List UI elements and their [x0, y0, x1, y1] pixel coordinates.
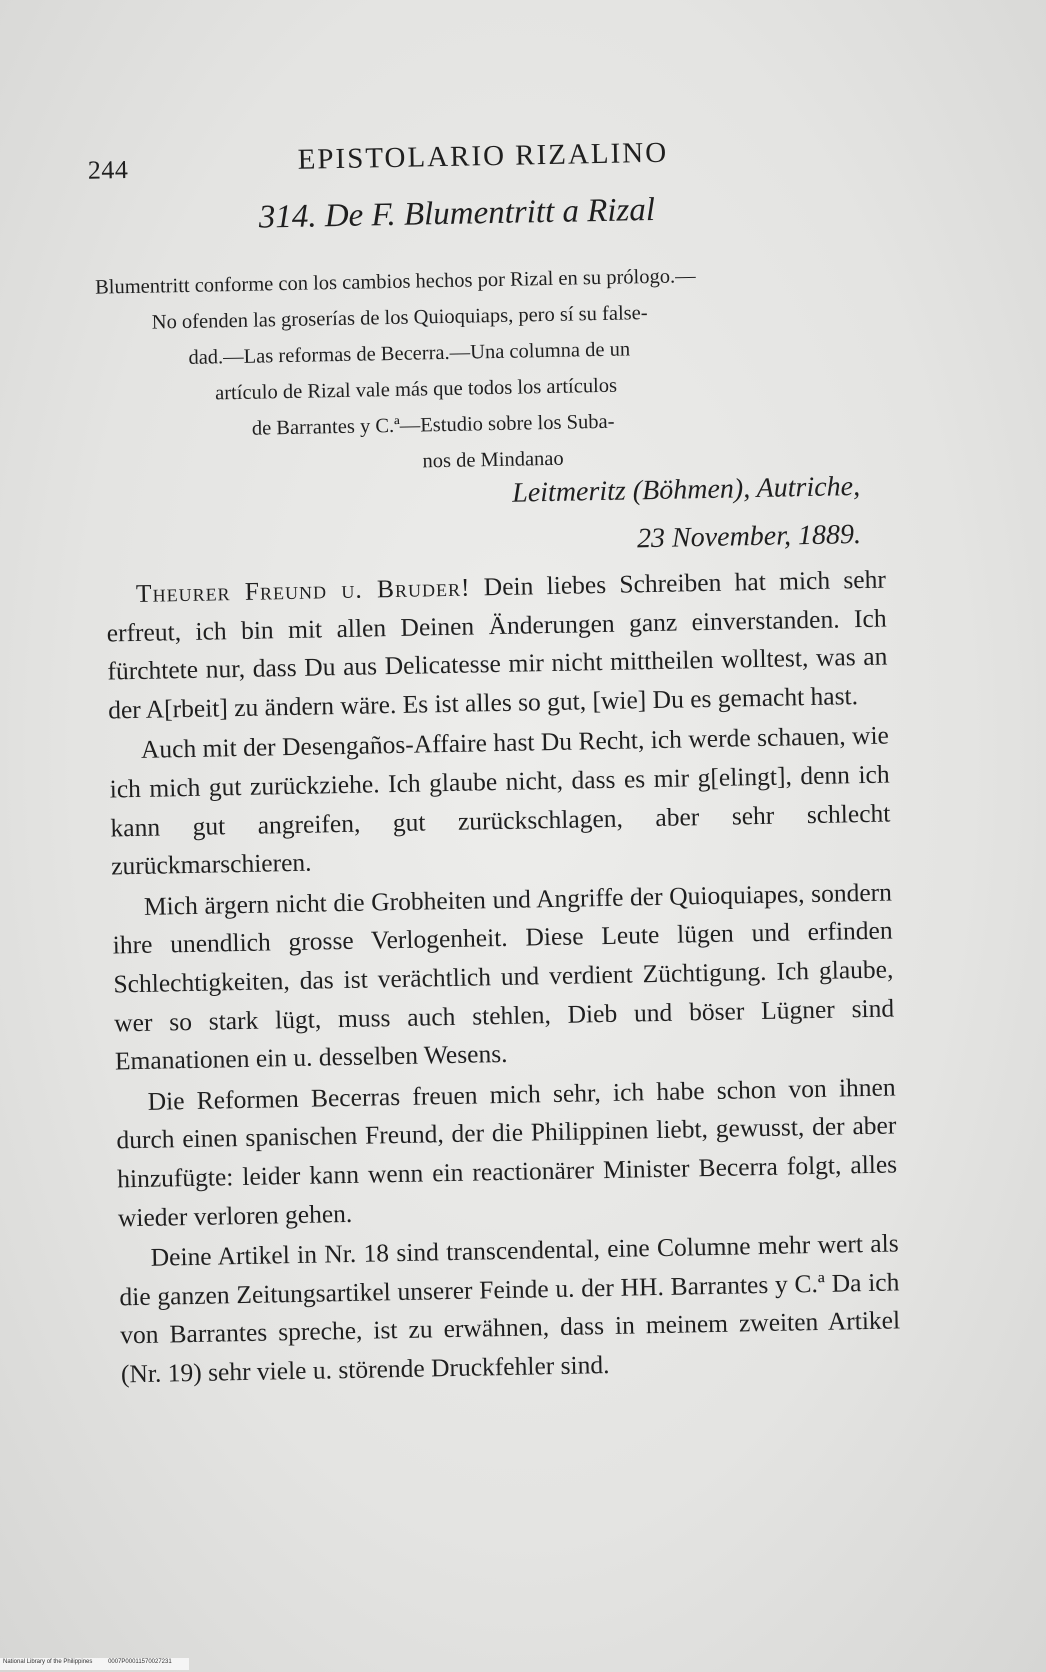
summary-line: dad.—Las reformas de Becerra.—Una columna de un — [188, 338, 631, 369]
paragraph-text: Dein liebes Schreiben hat mich sehr erfreut, ich bin mit allen Deinen Änderungen ganz einverstanden. Ich fürchtete nur, dass Du aus Delicatesse mir nicht mittheilen wolltest, was an der A[rbeit] zu ändern wäre. Es ist alles so gut, [wie] Du es gemacht hast. — [106, 564, 888, 725]
dateline-place: Leitmeritz (Böhmen), Autriche, — [511, 471, 861, 509]
body-paragraph: Mich ärgern nicht die Grobheiten und Angriffe der Quioquiapes, sondern ihre unendlich grosse Verlogenheit. Diese Leute lügen und erfinden Schlechtigkeiten, das ist verächtlich und verdient Züchtigung. Ich glaube, wer so stark lügt, muss auch stehlen, Dieb und böser Lügner sind Emanationen ein u. desselben Wesens. — [112, 877, 895, 1076]
dateline-date: 23 November, 1889. — [636, 519, 862, 555]
dateline — [360, 463, 862, 569]
summary-line: nos de Mindanao — [422, 447, 564, 473]
footer-code: 0007P00011570027231 — [108, 1659, 172, 1665]
body-paragraph — [106, 561, 889, 730]
body-paragraph: Die Reformen Becerras freuen mich sehr, ich habe schon von ihnen durch einen spanischen Freund, der die Philippinen liebt, gewusst, der aber hinzufügte: leider kann wenn ein reactionärer Minister Becerra folgt, alles wieder verloren gehen. — [116, 1072, 898, 1232]
letter-body — [106, 561, 902, 1396]
page-number: 244 — [87, 155, 129, 185]
summary-line: artículo de Rizal vale más que todos los artículos — [214, 374, 618, 405]
page-header — [87, 136, 688, 188]
scan-footer — [0, 1658, 189, 1670]
letter-summary — [95, 254, 899, 485]
summary-line: de Barrantes y C.ª—Estudio sobre los Suba- — [251, 410, 615, 440]
letter-title: 314. De F. Blumentritt a Rizal — [258, 191, 656, 236]
summary-line: Blumentritt conforme con los cambios hechos por Rizal en su prólogo.— — [94, 265, 696, 299]
summary-line: No ofenden las groserías de los Quioquiaps, pero sí su false- — [151, 302, 648, 334]
salutation: Theurer Freund u. Bruder! — [135, 572, 471, 608]
body-paragraph: Auch mit der Desengaños-Affaire hast Du Recht, ich werde schauen, wie ich mich gut zurückziehe. Ich glaube nicht, dass es mir g[elingt], denn ich kann gut angreifen, gut zurückschlagen, aber sehr schlecht zurückmarschieren. — [109, 720, 891, 881]
body-paragraph: Deine Artikel in Nr. 18 sind transcendental, eine Columne mehr wert als die ganzen Zeitungsartikel unserer Feinde u. der HH. Barrantes y C.ª Da ich von Barrantes spreche, ist zu erwähnen, dass in meinem zweiten Artikel (Nr. 19) sehr viele u. störende Druckfehler sind. — [119, 1228, 901, 1389]
footer-library: National Library of the Philippines — [3, 1659, 93, 1665]
running-title: EPISTOLARIO RIZALINO — [297, 136, 669, 176]
